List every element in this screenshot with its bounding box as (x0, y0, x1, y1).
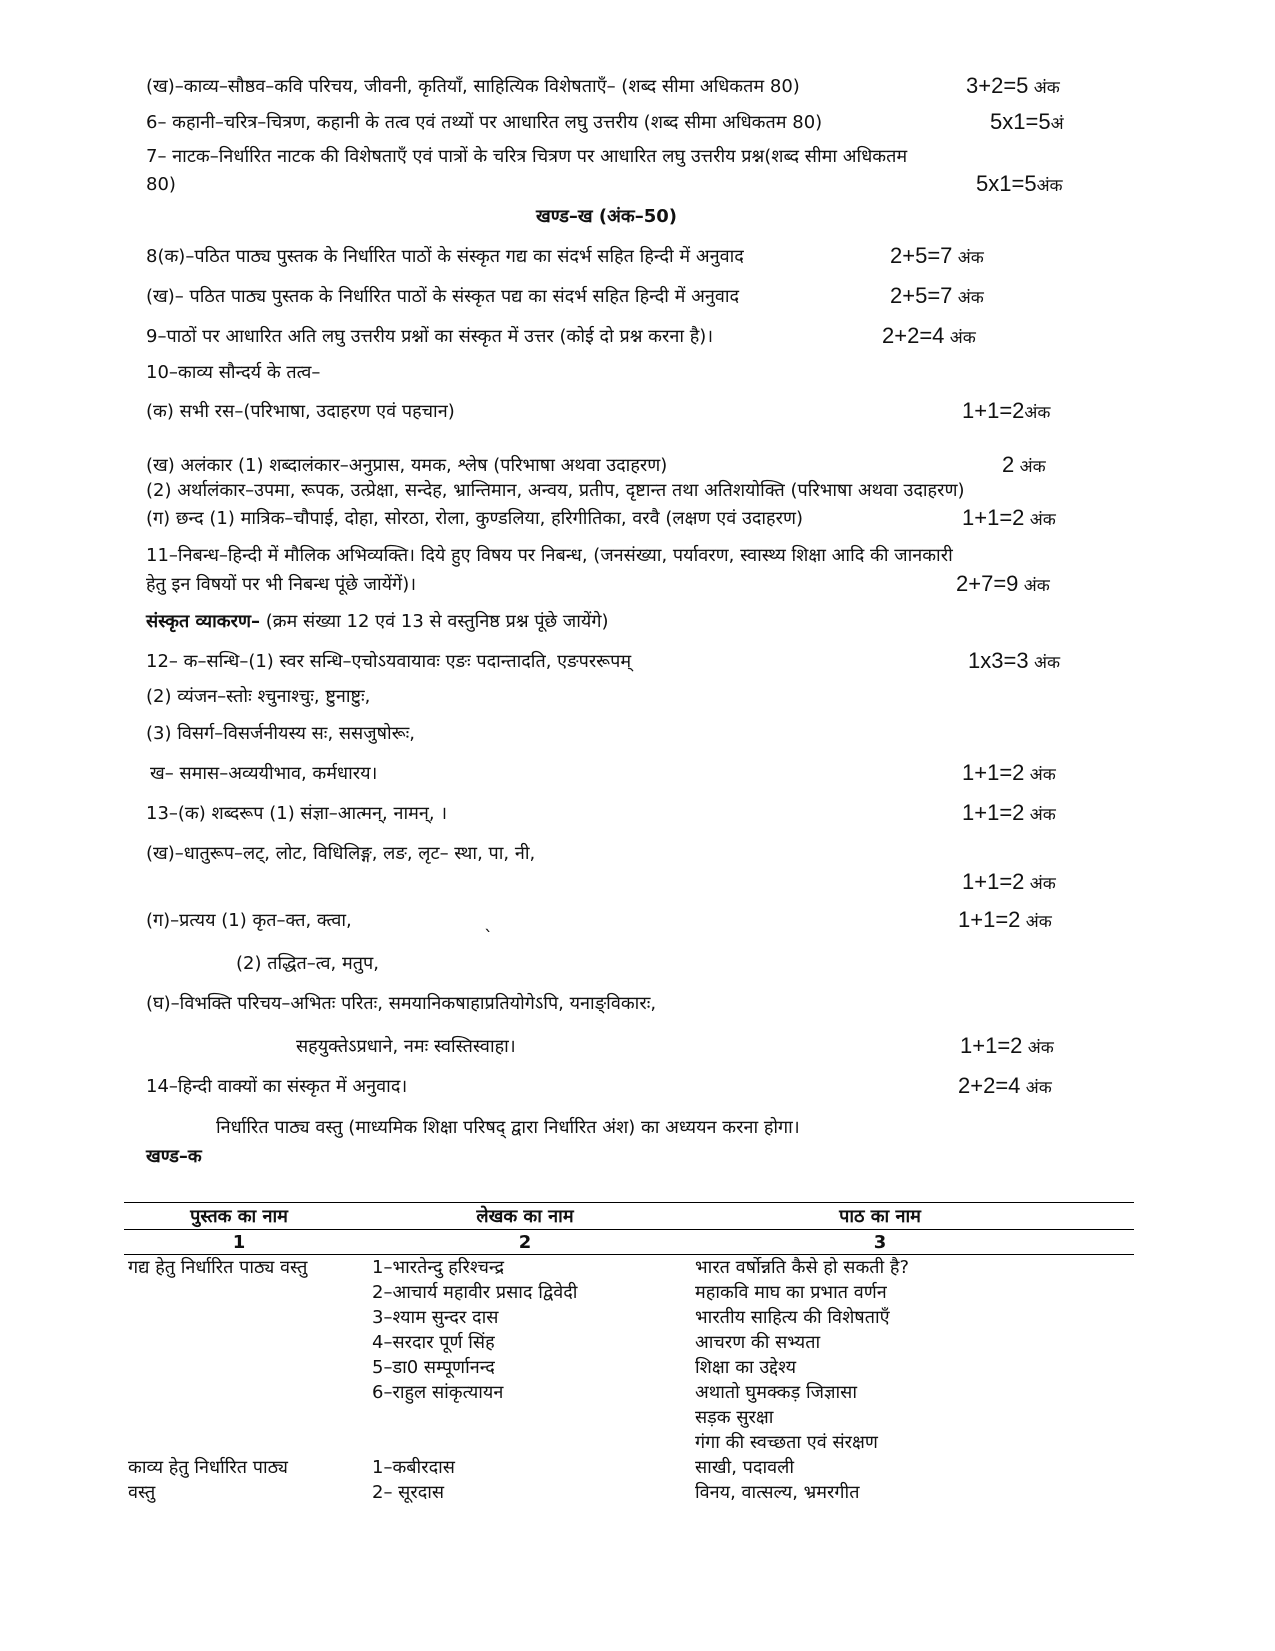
marks-kahani: 5x1=5अं (990, 109, 1064, 134)
lesson-item: शिक्षा का उद्देश्य (695, 1357, 797, 1378)
line-14-anuvad: 14–हिन्दी वाक्यों का संस्कृत में अनुवाद। (146, 1076, 408, 1097)
line-13kh-dhaturoop: (ख)–धातुरूप–लट्, लोट, विधिलिङ्ग, लङ, लृट– स्था, पा, नी, (146, 843, 536, 864)
marks-13g: 1+1=2 अंक (958, 907, 1052, 932)
line-8kh-padya-anuvad: (ख)– पठित पाठ्य पुस्तक के निर्धारित पाठों के संस्कृत पद्य का संदर्भ सहित हिन्दी में अनुवाद (146, 286, 740, 307)
marks-12: 1x3=3 अंक (968, 648, 1061, 673)
marks-12-samas: 1+1=2 अंक (962, 760, 1056, 785)
table-header-rule (124, 1229, 1134, 1230)
line-natak: 7– नाटक–निर्धारित नाटक की विशेषताएँ एवं पात्रों के चरित्र चित्रण पर आधारित लघु उत्तरीय प्रश्न(शब्द सीमा अधिकतम (146, 146, 908, 167)
marks-10g: 1+1=2 अंक (962, 505, 1056, 530)
author-item: 6–राहुल सांकृत्यायन (372, 1382, 504, 1403)
lesson-item: सड़क सुरक्षा (695, 1407, 774, 1428)
lesson-item: आचरण की सभ्यता (695, 1332, 821, 1353)
line-10-kavya-saundarya: 10–काव्य सौन्दर्य के तत्व– (146, 362, 321, 383)
author-item: 2–आचार्य महावीर प्रसाद द्विवेदी (372, 1282, 578, 1303)
line-12-samas: ख– समास–अव्ययीभाव, कर्मधारय। (150, 763, 378, 784)
column-number-1: 1 (232, 1232, 246, 1253)
line-sanskrit-vyakaran: संस्कृत व्याकरण– (क्रम संख्या 12 एवं 13 से वस्तुनिष्ठ प्रश्न पूंछे जायेंगे) (146, 611, 609, 632)
row-label-kavya: काव्य हेतु निर्धारित पाठ्य (128, 1457, 288, 1478)
lesson-item: गंगा की स्वच्छता एवं संरक्षण (695, 1432, 878, 1453)
lesson-item: अथातो घुमक्कड़ जिज्ञासा (695, 1382, 857, 1403)
line-13-shabdroop: 13–(क) शब्दरूप (1) संज्ञा–आत्मन्, नामन्, । (146, 803, 448, 824)
line-note-nirdharit: निर्धारित पाठ्य वस्तु (माध्यमिक शिक्षा परिषद् द्वारा निर्धारित अंश) का अध्ययन करना होगा। (216, 1117, 800, 1138)
lesson-item: विनय, वात्सल्य, भ्रमरगीत (695, 1482, 860, 1503)
marks-10k: 1+1=2अंक (962, 398, 1051, 423)
line-natak-cont: 80) (146, 174, 176, 195)
sanskrit-vyakaran-heading: संस्कृत व्याकरण– (146, 611, 260, 632)
lesson-item: भारतीय साहित्य की विशेषताएँ (695, 1307, 890, 1328)
marks-kavya-saushthav: 3+2=5 अंक (966, 73, 1060, 98)
lesson-item: साखी, पदावली (695, 1457, 794, 1478)
line-10kh-alankar: (ख) अलंकार (1) शब्दालंकार–अनुप्रास, यमक, श्लेष (परिभाषा अथवा उदाहरण) (146, 455, 668, 476)
line-10g-chhand: (ग) छन्द (1) मात्रिक–चौपाई, दोहा, सोरठा, रोला, कुण्डलिया, हरिगीतिका, वरवै (लक्षण एवं उदाहरण) (146, 508, 803, 529)
line-13g-pratyay: (ग)–प्रत्यय (1) कृत–क्त, क्त्वा, (146, 910, 352, 931)
marks-13: 1+1=2 अंक (962, 800, 1056, 825)
line-13gh-vibhakti-cont: सहयुक्तेऽप्रधाने, नमः स्वस्तिस्वाहा। (296, 1036, 516, 1057)
marks-8k: 2+5=7 अंक (890, 243, 984, 268)
marks-8kh: 2+5=7 अंक (890, 283, 984, 308)
row-label-kavya-cont: वस्तु (128, 1482, 156, 1503)
lesson-item: महाकवि माघ का प्रभात वर्णन (695, 1282, 887, 1303)
line-8k-gadya-anuvad: 8(क)–पठित पाठ्य पुस्तक के निर्धारित पाठों के संस्कृत गद्य का संदर्भ सहित हिन्दी में अनुवाद (146, 246, 744, 267)
marks-13gh: 1+1=2 अंक (960, 1033, 1054, 1058)
line-12-visarg: (3) विसर्ग–विसर्जनीयस्य सः, ससजुषोरूः, (146, 723, 415, 744)
marks-13kh: 1+1=2 अंक (962, 869, 1056, 894)
section-heading-khand-k: खण्ड–क (146, 1146, 202, 1167)
marks-natak: 5x1=5अंक (976, 171, 1063, 196)
line-kavya-saushthav: (ख)–काव्य–सौष्ठव–कवि परिचय, जीवनी, कृतियाँ, साहित्यिक विशेषताएँ– (शब्द सीमा अधिकतम 80) (146, 76, 800, 97)
row-label-gadya: गद्य हेतु निर्धारित पाठ्य वस्तु (128, 1257, 308, 1278)
line-11-nibandh-cont: हेतु इन विषयों पर भी निबन्ध पूंछे जायेंगें)। (146, 574, 417, 595)
line-10kh-arthalankar: (2) अर्थालंकार–उपमा, रूपक, उत्प्रेक्षा, सन्देह, भ्रान्तिमान, अन्वय, प्रतीप, दृष्टान्त तथा अतिशयोक्ति (परिभाषा अथवा उदाहरण) (146, 480, 965, 501)
line-kahani: 6– कहानी–चरित्र–चित्रण, कहानी के तत्व एवं तथ्यों पर आधारित लघु उत्तरीय (शब्द सीमा अधिकतम 80) (146, 112, 823, 133)
line-13gh-vibhakti: (घ)–विभक्ति परिचय–अभितः परितः, समयानिकषाहाप्रतियोगेऽपि, यनाङ्विकारः, (146, 993, 657, 1014)
header-path: पाठ का नाम (839, 1206, 921, 1227)
author-item: 2– सूरदास (372, 1482, 445, 1503)
author-item: 5–डा0 सम्पूर्णानन्द (372, 1357, 495, 1378)
marks-9: 2+2=4 अंक (882, 323, 976, 348)
author-item: 1–भारतेन्दु हरिश्चन्द्र (372, 1257, 505, 1278)
marks-11: 2+7=9 अंक (956, 571, 1050, 596)
lesson-item: भारत वर्षोन्नति कैसे हो सकती है? (695, 1257, 910, 1278)
line-13g-taddhit: (2) तद्धित–त्व, मतुप, (236, 953, 379, 974)
column-number-3: 3 (873, 1232, 887, 1253)
line-11-nibandh: 11–निबन्ध–हिन्दी में मौलिक अभिव्यक्ति। दिये हुए विषय पर निबन्ध, (जनसंख्या, पर्यावरण, स्वास्थ्य शिक्षा आदि की जानकारी (146, 545, 953, 566)
section-heading-khand-kh: खण्ड–ख (अंक–50) (536, 206, 677, 227)
table-top-rule (124, 1202, 1134, 1203)
author-item: 4–सरदार पूर्ण सिंह (372, 1332, 495, 1353)
header-pustak: पुस्तक का नाम (190, 1206, 288, 1227)
line-12-sandhi: 12– क–सन्धि–(1) स्वर सन्धि–एचोऽयवायावः एङः पदान्तादति, एङपररूपम् (146, 651, 632, 672)
marks-14: 2+2=4 अंक (958, 1073, 1052, 1098)
line-10k-ras: (क) सभी रस–(परिभाषा, उदाहरण एवं पहचान) (146, 401, 455, 422)
author-item: 3–श्याम सुन्दर दास (372, 1307, 499, 1328)
stray-mark: ˎ (484, 912, 493, 933)
header-lekhak: लेखक का नाम (476, 1206, 574, 1227)
column-number-2: 2 (518, 1232, 532, 1253)
author-item: 1–कबीरदास (372, 1457, 455, 1478)
line-12-vyanjan: (2) व्यंजन–स्तोः श्चुनाश्चुः, ष्टुनाष्टुः, (146, 686, 371, 707)
line-9-ati-laghu: 9–पाठों पर आधारित अति लघु उत्तरीय प्रश्नों का संस्कृत में उत्तर (कोई दो प्रश्न करना है)। (146, 326, 714, 347)
marks-10kh: 2 अंक (1002, 452, 1046, 477)
